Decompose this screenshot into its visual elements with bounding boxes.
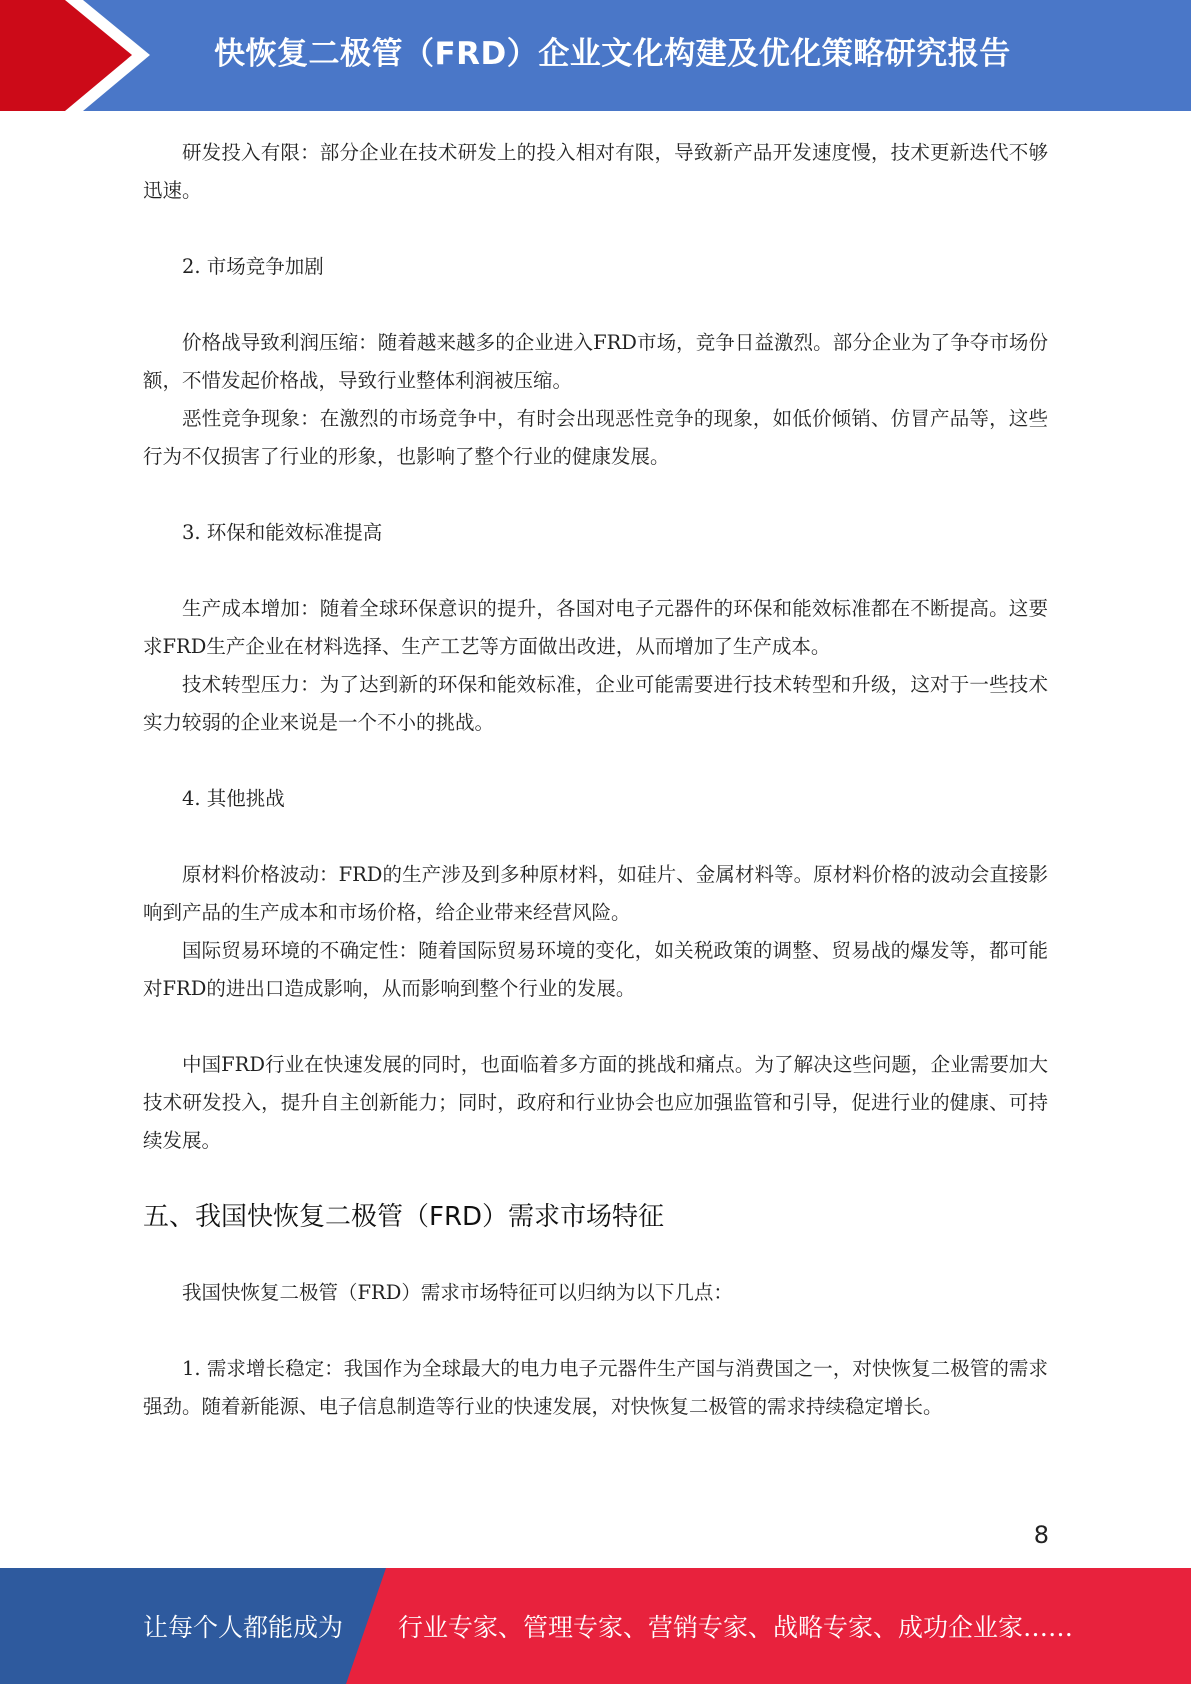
page-number: 8 [1033,1521,1049,1549]
paragraph-international-trade: 国际贸易环境的不确定性：随着国际贸易环境的变化，如关税政策的调整、贸易战的爆发等，都可能对FRD的进出口造成影响，从而影响到整个行业的发展。 [143,939,1048,1000]
subheading-market-competition: 2. 市场竞争加剧 [182,255,324,278]
report-title: 快恢复二极管（FRD）企业文化构建及优化策略研究报告 [214,36,1011,72]
header-arrow-icon [0,0,140,111]
paragraph-market-intro: 我国快恢复二极管（FRD）需求市场特征可以归纳为以下几点： [182,1281,733,1304]
page-header [0,0,1191,111]
paragraph-rd-investment: 研发投入有限：部分企业在技术研发上的投入相对有限，导致新产品开发速度慢，技术更新迭代不够迅速。 [143,141,1048,202]
document-body [143,134,1048,1426]
footer-slogan-right: 行业专家、管理专家、营销专家、战略专家、成功企业家…… [398,1613,1074,1642]
paragraph-price-war: 价格战导致利润压缩：随着越来越多的企业进入FRD市场，竞争日益激烈。部分企业为了争夺市场份额，不惜发起价格战，导致行业整体利润被压缩。 [143,331,1048,392]
page-footer [0,1568,1191,1684]
subheading-environmental-standards: 3. 环保和能效标准提高 [182,521,383,544]
section-title: 五、我国快恢复二极管（FRD）需求市场特征 [143,1202,665,1232]
paragraph-raw-materials: 原材料价格波动：FRD的生产涉及到多种原材料，如硅片、金属材料等。原材料价格的波动会直接影响到产品的生产成本和市场价格，给企业带来经营风险。 [143,863,1048,924]
footer-slogan-left: 让每个人都能成为 [143,1613,344,1642]
paragraph-summary: 中国FRD行业在快速发展的同时，也面临着多方面的挑战和痛点。为了解决这些问题，企业需要加大技术研发投入，提升自主创新能力；同时，政府和行业协会也应加强监管和引导，促进行业的健康、可持续发展。 [143,1053,1048,1152]
subheading-other-challenges: 4. 其他挑战 [182,787,285,810]
paragraph-tech-transformation: 技术转型压力：为了达到新的环保和能效标准，企业可能需要进行技术转型和升级，这对于一些技术实力较弱的企业来说是一个不小的挑战。 [143,673,1048,734]
paragraph-demand-growth: 1. 需求增长稳定：我国作为全球最大的电力电子元器件生产国与消费国之一，对快恢复二极管的需求强劲。随着新能源、电子信息制造等行业的快速发展，对快恢复二极管的需求持续稳定增长。 [143,1357,1048,1418]
paragraph-vicious-competition: 恶性竞争现象：在激烈的市场竞争中，有时会出现恶性竞争的现象，如低价倾销、仿冒产品等，这些行为不仅损害了行业的形象，也影响了整个行业的健康发展。 [143,407,1048,468]
paragraph-production-cost: 生产成本增加：随着全球环保意识的提升，各国对电子元器件的环保和能效标准都在不断提高。这要求FRD生产企业在材料选择、生产工艺等方面做出改进，从而增加了生产成本。 [143,597,1048,658]
